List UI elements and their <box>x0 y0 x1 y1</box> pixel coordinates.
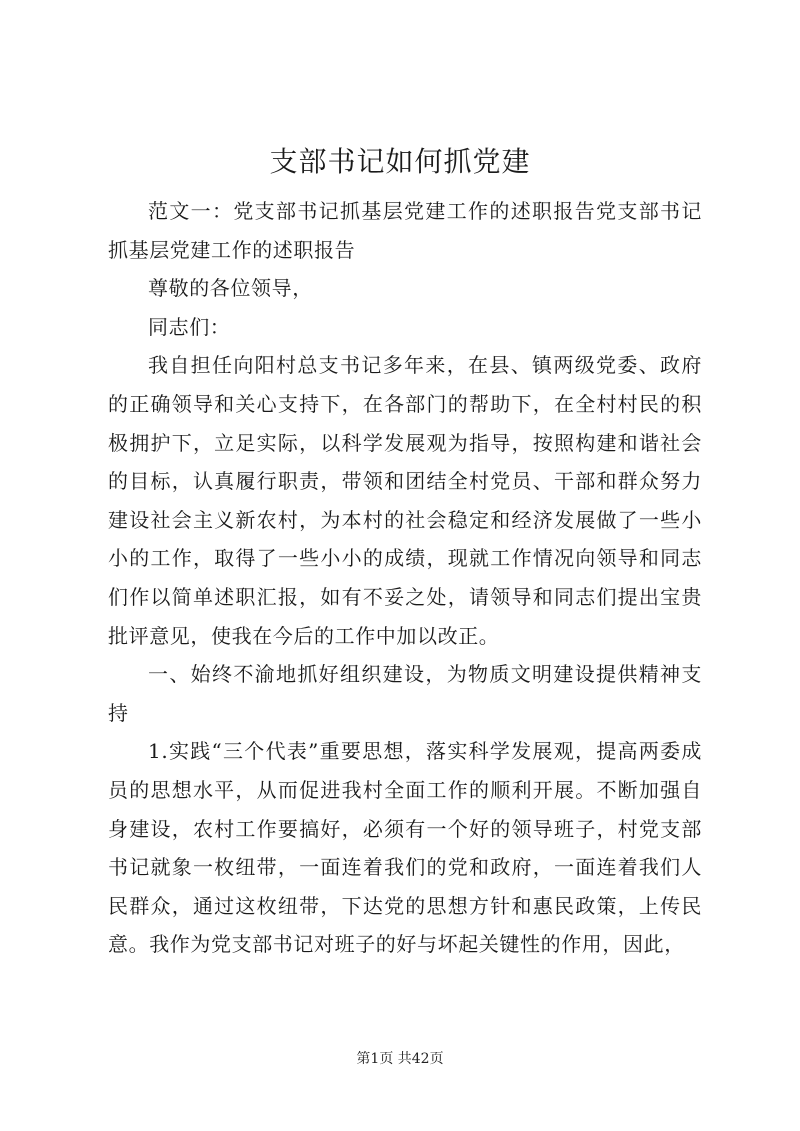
paragraph-section-heading: 一、始终不渝地抓好组织建设，为物质文明建设提供精神支持 <box>108 662 702 725</box>
page-number: 1 <box>370 1051 380 1067</box>
page-prefix: 第 <box>356 1051 371 1067</box>
document-body <box>108 192 702 964</box>
paragraph-intro: 范文一：党支部书记抓基层党建工作的述职报告党支部书记抓基层党建工作的述职报告 <box>108 199 702 262</box>
paragraph-item-1: 1.实践“三个代表”重要思想，落实科学发展观，提高两委成员的思想水平，从而促进我村全面工作的顺利开展。不断加强自身建设，农村工作要搞好，必须有一个好的领导班子，村党支部书记就象一枚纽带，一面连着我们的党和政府，一面连着我们人民群众，通过这枚纽带，下达党的思想方针和惠民政策，上传民意。我作为党支部书记对班子的好与坏起关键性的作用，因此， <box>108 739 702 957</box>
paragraph-opening: 我自担任向阳村总支书记多年来，在县、镇两级党委、政府的正确领导和关心支持下，在各部门的帮助下，在全村村民的积极拥护下，立足实际，以科学发展观为指导，按照构建和谐社会的目标，认真履行职责，带领和团结全村党员、干部和群众努力建设社会主义新农村，为本村的社会稳定和经济发展做了一些小小的工作，取得了一些小小的成绩，现就工作情况向领导和同志们作以简单述职汇报，如有不妥之处，请领导和同志们提出宝贵批评意见，使我在今后的工作中加以改正。 <box>108 353 702 648</box>
paragraph-salutation: 尊敬的各位领导， <box>148 276 313 301</box>
total-unit: 页 <box>429 1051 444 1067</box>
document-title: 支部书记如何抓党建 <box>269 145 531 178</box>
page-footer <box>0 1049 800 1069</box>
paragraph-comrades: 同志们： <box>148 314 231 339</box>
page-unit: 页 <box>379 1051 394 1067</box>
total-pages: 42 <box>411 1051 430 1067</box>
total-prefix: 共 <box>397 1051 412 1067</box>
